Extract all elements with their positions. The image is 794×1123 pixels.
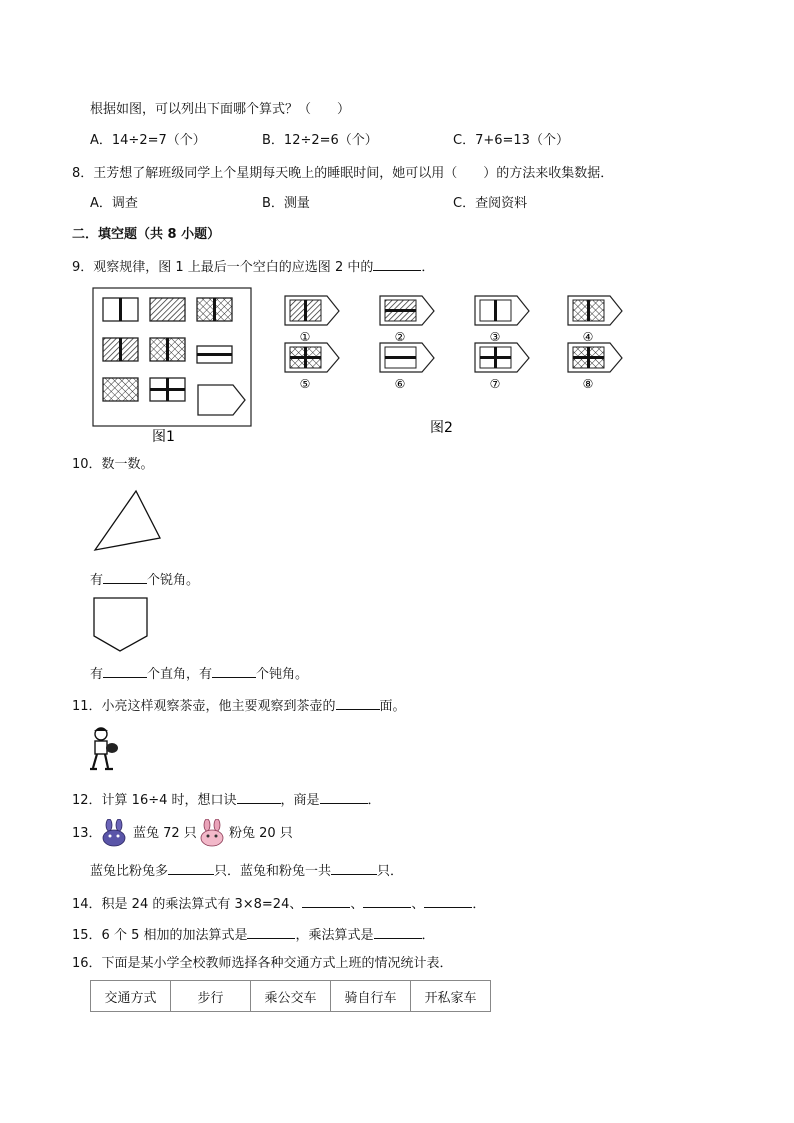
answer-blank[interactable] (320, 790, 368, 804)
q10-stem: 10．数一数。 (72, 457, 154, 472)
table-header-cell: 开私家车 (411, 981, 491, 1012)
fig2-number: ④ (582, 330, 594, 344)
q7-stem: 根据如图，可以列出下面哪个算式？（ ） (90, 102, 351, 117)
answer-blank[interactable] (374, 925, 422, 939)
fig2-number: ③ (489, 330, 501, 344)
answer-blank[interactable] (237, 790, 281, 804)
fig2-option-7 (475, 343, 529, 372)
q8-stem: 8．王芳想了解班级同学上个星期每天晚上的睡眠时间，她可以用（ ）的方法来收集数据． (72, 166, 614, 181)
q7-option-b: B．12÷2=6（个） (262, 133, 378, 148)
fig2-option-4 (568, 296, 622, 325)
fig2-number: ⑥ (394, 377, 406, 391)
table-header-cell: 步行 (171, 981, 251, 1012)
q13-line: 13． (72, 826, 102, 841)
fig2-option-6 (380, 343, 434, 372)
q8-option-c: C．查阅资料 (453, 196, 528, 211)
q10-line2: 有 个直角，有 个钝角。 (90, 664, 308, 684)
q7-option-c: C．7+6=13（个） (453, 133, 569, 148)
fig1-cell (197, 346, 232, 363)
q9-stem: 9．观察规律，图 1 上最后一个空白的应选图 2 中的 ． (72, 257, 434, 277)
answer-blank[interactable] (373, 257, 421, 271)
answer-blank[interactable] (168, 861, 214, 875)
answer-blank[interactable] (331, 861, 377, 875)
q13-question: 蓝兔比粉兔多 只．蓝兔和粉兔一共 只． (90, 861, 403, 881)
boy-with-teapot-image (88, 726, 122, 772)
blue-rabbit-icon (100, 819, 128, 847)
fig2-number: ⑤ (299, 377, 311, 391)
answer-blank[interactable] (302, 894, 350, 908)
fig1-cell (150, 298, 185, 321)
q11-stem: 11．小亮这样观察茶壶，他主要观察到茶壶的 面。 (72, 696, 406, 716)
answer-blank[interactable] (336, 696, 380, 710)
fig2-option-8 (568, 343, 622, 372)
fig1-cell (197, 298, 232, 321)
q14-line: 14．积是 24 的乘法算式有 3×8=24、 、 、 ． (72, 894, 485, 914)
q16-stem: 16．下面是某小学全校教师选择各种交通方式上班的情况统计表． (72, 956, 453, 971)
answer-blank[interactable] (103, 570, 147, 584)
q7-option-a: A．14÷2=7（个） (90, 133, 206, 148)
fig1-cell (103, 298, 138, 321)
fig2-number: ⑦ (489, 377, 501, 391)
q8-option-a: A．调查 (90, 196, 138, 211)
transport-table (90, 980, 491, 1012)
fig2-number: ② (394, 330, 406, 344)
section-title: 二．填空题（共 8 小题） (72, 227, 221, 242)
fig2-option-1 (285, 296, 339, 325)
fig2-option-5 (285, 343, 339, 372)
answer-blank[interactable] (212, 664, 256, 678)
q15-line: 15．6 个 5 相加的加法算式是 ，乘法算式是 ． (72, 925, 435, 945)
fig2-option-2 (380, 296, 434, 325)
fig1-cell (150, 378, 185, 401)
table-header-cell: 乘公交车 (251, 981, 331, 1012)
pink-rabbit-icon (198, 819, 226, 847)
pentagon-figure (92, 596, 152, 654)
fig2-number: ① (299, 330, 311, 344)
pink-rabbit-count: 粉兔 20 只 (229, 826, 293, 841)
table-header-cell: 交通方式 (91, 981, 171, 1012)
triangle-figure (92, 488, 172, 558)
q8-option-b: B．测量 (262, 196, 310, 211)
fig2-number: ⑧ (582, 377, 594, 391)
q9-figures (90, 285, 630, 445)
blue-rabbit-count: 蓝兔 72 只 (133, 826, 197, 841)
fig2-option-3 (475, 296, 529, 325)
q10-line1: 有 个锐角。 (90, 570, 199, 590)
figure2-label: 图2 (430, 420, 453, 436)
figure1-label: 图1 (152, 429, 175, 445)
answer-blank[interactable] (363, 894, 411, 908)
fig1-cell (103, 378, 138, 401)
q12-line: 12．计算 16÷4 时，想口诀 ，商是 ． (72, 790, 381, 810)
fig1-cell (103, 338, 138, 361)
answer-blank[interactable] (247, 925, 295, 939)
answer-blank[interactable] (103, 664, 147, 678)
table-header-cell: 骑自行车 (331, 981, 411, 1012)
table-row (91, 981, 491, 1012)
answer-blank[interactable] (424, 894, 472, 908)
fig1-cell (150, 338, 185, 361)
